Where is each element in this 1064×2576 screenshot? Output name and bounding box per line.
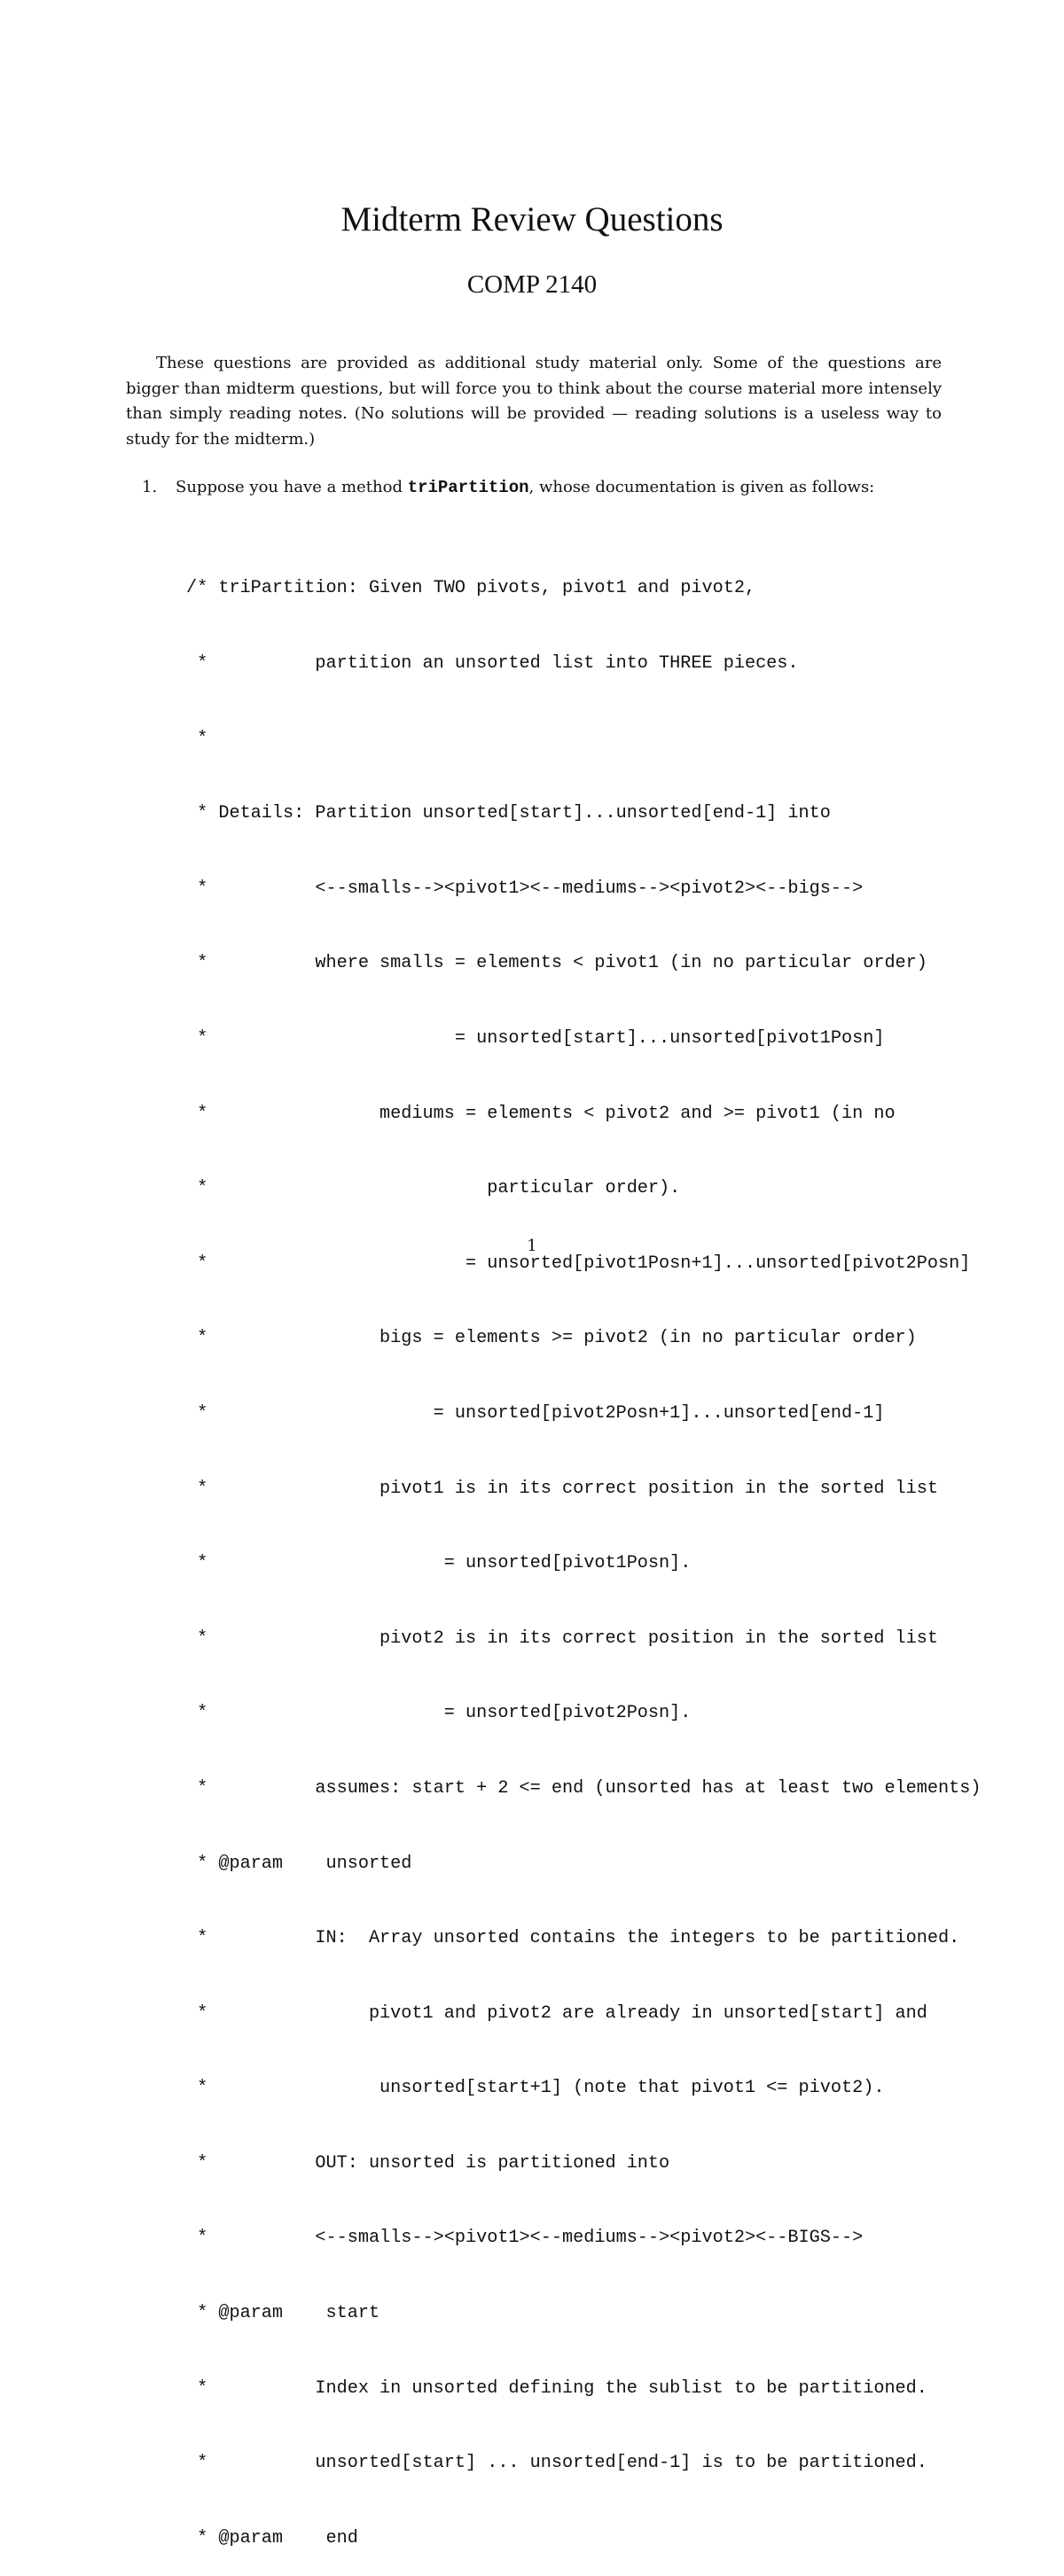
code-line: * mediums = elements < pivot2 and >= pivot1 (in no — [186, 1103, 896, 1124]
code-line: * OUT: unsorted is partitioned into — [186, 2152, 670, 2174]
code-line: * = unsorted[pivot1Posn]. — [186, 1553, 692, 1574]
code-line: * unsorted[start+1] (note that pivot1 <= pivot2). — [186, 2078, 885, 2099]
code-line: * Index in unsorted defining the sublist to be partitioned. — [186, 2377, 927, 2399]
code-line: * pivot1 is in its correct position in the sorted list — [186, 1478, 939, 1499]
code-line: * where smalls = elements < pivot1 (in no particular order) — [186, 953, 927, 974]
code-line: * @param start — [186, 2303, 380, 2324]
code-line: * = unsorted[pivot1Posn+1]...unsorted[pivot2Posn] — [186, 1253, 971, 1274]
method-name: triPartition — [407, 478, 529, 497]
question-text-before: Suppose you have a method — [176, 478, 408, 496]
code-line: * unsorted[start] ... unsorted[end-1] is to be partitioned. — [186, 2453, 927, 2474]
course-code: COMP 2140 — [466, 270, 598, 299]
code-line: * = unsorted[pivot2Posn+1]...unsorted[end-1] — [186, 1402, 885, 1424]
code-line: * pivot2 is in its correct position in the sorted list — [186, 1628, 939, 1649]
code-line: * = unsorted[start]...unsorted[pivot1Posn] — [186, 1027, 885, 1049]
question-1 — [142, 475, 958, 500]
code-line: * assumes: start + 2 <= end (unsorted has at least two elements) — [186, 1777, 982, 1799]
code-line: * @param unsorted — [186, 1853, 412, 1874]
code-line: * — [186, 728, 208, 749]
code-line: * <--smalls--><pivot1><--mediums--><pivot2><--bigs--> — [186, 878, 864, 899]
code-line: * bigs = elements >= pivot2 (in no particular order) — [186, 1328, 917, 1349]
code-line: * IN: Array unsorted contains the integers to be partitioned. — [186, 1928, 960, 1949]
code-line: * @param end — [186, 2527, 358, 2549]
document-title: Midterm Review Questions — [340, 200, 724, 238]
code-line: * = unsorted[pivot2Posn]. — [186, 1703, 692, 1724]
code-line: * pivot1 and pivot2 are already in unsorted[start] and — [186, 2002, 927, 2024]
code-line: * Details: Partition unsorted[start]...unsorted[end-1] into — [186, 803, 831, 824]
intro-paragraph: These questions are provided as additional study material only. Some of the questions are bigger than midterm questions, but will force you to think about the course material more intensely than simply reading notes. (No solutions will be provided — reading solutions is a useless way to study for the midterm.) — [126, 354, 942, 449]
page-number: 1 — [527, 1237, 537, 1255]
code-line: * partition an unsorted list into THREE pieces. — [186, 653, 799, 674]
code-line: /* triPartition: Given TWO pivots, pivot1 and pivot2, — [186, 578, 756, 599]
code-line: * <--smalls--><pivot1><--mediums--><pivot2><--BIGS--> — [186, 2228, 864, 2249]
question-text-after: , whose documentation is given as follows: — [528, 478, 875, 496]
code-line: * particular order). — [186, 1178, 681, 1199]
question-number: 1. — [142, 478, 158, 496]
code-documentation-block — [186, 527, 981, 2576]
